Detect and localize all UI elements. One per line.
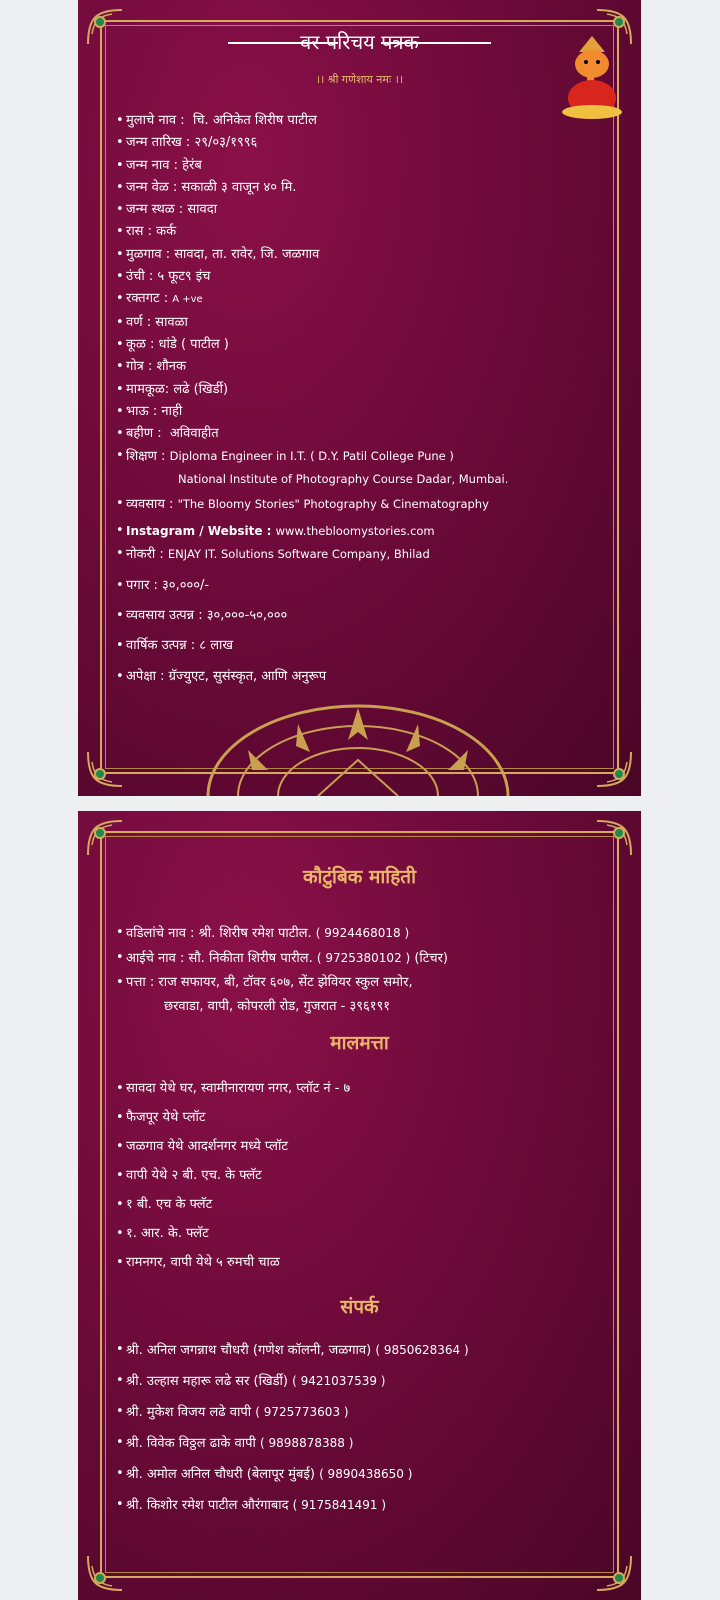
job-item: • नोकरी : ENJAY IT. Solutions Software Company, Bhilad bbox=[116, 543, 586, 566]
list-item: • जन्म तारिख : २९/०३/१९९६ bbox=[116, 132, 586, 154]
property-list bbox=[116, 1074, 596, 1277]
family-details-list bbox=[116, 921, 596, 1019]
corner-ornament-icon bbox=[589, 744, 637, 792]
education-line-2: National Institute of Photography Course Dadar, Mumbai. bbox=[178, 471, 509, 486]
list-item: • वर्ण : सावळा bbox=[116, 312, 586, 334]
contact-item: • श्री. अमोल अनिल चौधरी (बेलापूर मुंबई) ( 9890438650 ) bbox=[116, 1459, 596, 1490]
website-item: • Instagram / Website : www.thebloomystories.com bbox=[116, 520, 586, 543]
contact-list bbox=[116, 1335, 596, 1521]
property-item: • जळगाव येथे आदर्शनगर मध्ये प्लॉट bbox=[116, 1132, 596, 1161]
salary-item: • पगार : ३०,०००/- bbox=[116, 575, 586, 597]
contact-item: • श्री. विवेक विठ्ठल ढाके वापी ( 9898878388 ) bbox=[116, 1428, 596, 1459]
list-item: • मुळगाव : सावदा, ता. रावेर, जि. जळगाव bbox=[116, 244, 586, 266]
page-title: वर परिचय पत्रक bbox=[300, 30, 419, 54]
contact-item: • श्री. उल्हास महारू लढे सर (खिर्डी) ( 9421037539 ) bbox=[116, 1366, 596, 1397]
property-item: • वापी येथे २ बी. एच. के फ्लॅट bbox=[116, 1161, 596, 1190]
list-item: • रक्तगट : A +ve bbox=[116, 288, 586, 311]
list-item: • जन्म स्थळ : सावदा bbox=[116, 199, 586, 221]
corner-ornament-icon bbox=[82, 815, 130, 863]
expectation-item: • अपेक्षा : ग्रॅज्युएट, सुसंस्कृत, आणि अनुरूप bbox=[116, 666, 586, 688]
business-income-item: • व्यवसाय उत्पन्न : ३०,०००-५०,००० bbox=[116, 605, 586, 627]
list-item: • जन्म वेळ : सकाळी ३ वाजून ४० मि. bbox=[116, 177, 586, 199]
mandala-ornament-icon bbox=[198, 700, 518, 796]
invocation-text: ।। श्री गणेशाय नमः ।। bbox=[315, 73, 404, 86]
property-item: • फैजपूर येथे प्लॉट bbox=[116, 1103, 596, 1132]
corner-ornament-icon bbox=[589, 1548, 637, 1596]
annual-income-item: • वार्षिक उत्पन्न : ८ लाख bbox=[116, 635, 586, 657]
list-item: • भाऊ : नाही bbox=[116, 401, 586, 423]
business-item: • व्यवसाय : "The Bloomy Stories" Photography & Cinematography bbox=[116, 493, 586, 516]
corner-ornament-icon bbox=[82, 1548, 130, 1596]
contact-item: • श्री. मुकेश विजय लढे वापी ( 9725773603 ) bbox=[116, 1397, 596, 1428]
family-section-title: कौटुंबिक माहिती bbox=[302, 866, 417, 888]
list-item: • रास : कर्क bbox=[116, 221, 586, 243]
address-item: • पत्ता : राज सफायर, बी, टॉवर ६०७, सेंट झेवियर स्कुल समोर, bbox=[116, 971, 596, 995]
property-item: • १ बी. एच के फ्लॅट bbox=[116, 1190, 596, 1219]
property-section-title: मालमत्ता bbox=[330, 1032, 389, 1054]
contact-section-title: संपर्क bbox=[340, 1296, 379, 1318]
address-line-2: छरवाडा, वापी, कोपरली रोड, गुजरात - ३९६१९१ bbox=[164, 999, 391, 1014]
biodata-card-2 bbox=[78, 811, 641, 1600]
corner-ornament-icon bbox=[589, 815, 637, 863]
list-item: • उंची : ५ फूट९ इंच bbox=[116, 266, 586, 288]
biodata-card-1 bbox=[78, 0, 641, 796]
list-item: • जन्म नाव : हेरंब bbox=[116, 155, 586, 177]
list-item: • गोत्र : शौनक bbox=[116, 356, 586, 378]
corner-ornament-icon bbox=[82, 744, 130, 792]
list-item: • मामकूळ: लढे (खिर्डी) bbox=[116, 379, 586, 401]
education-item: • शिक्षण : Diploma Engineer in I.T. ( D.Y. Patil College Pune ) bbox=[116, 445, 586, 468]
list-item: • मुलाचे नाव : चि. अनिकेत शिरीष पाटील bbox=[116, 110, 586, 132]
contact-item: • श्री. अनिल जगन्नाथ चौधरी (गणेश कॉलनी, जळगाव) ( 9850628364 ) bbox=[116, 1335, 596, 1366]
property-item: • रामनगर, वापी येथे ५ रुमची चाळ bbox=[116, 1248, 596, 1277]
list-item: • बहीण : अविवाहीत bbox=[116, 423, 586, 445]
ganesha-icon bbox=[557, 32, 627, 120]
property-item: • सावदा येथे घर, स्वामीनारायण नगर, प्लॉट नं - ७ bbox=[116, 1074, 596, 1103]
property-item: • १. आर. के. फ्लॅट bbox=[116, 1219, 596, 1248]
contact-item: • श्री. किशोर रमेश पाटील औरंगाबाद ( 9175841491 ) bbox=[116, 1490, 596, 1521]
mother-item: • आईचे नाव : सौ. निकीता शिरीष पारील. ( 9725380102 ) (टिचर) bbox=[116, 946, 596, 971]
personal-details-list bbox=[116, 110, 586, 688]
father-item: • वडिलांचे नाव : श्री. शिरीष रमेश पाटील. ( 9924468018 ) bbox=[116, 921, 596, 946]
list-item: • कूळ : धांडे ( पाटील ) bbox=[116, 334, 586, 356]
